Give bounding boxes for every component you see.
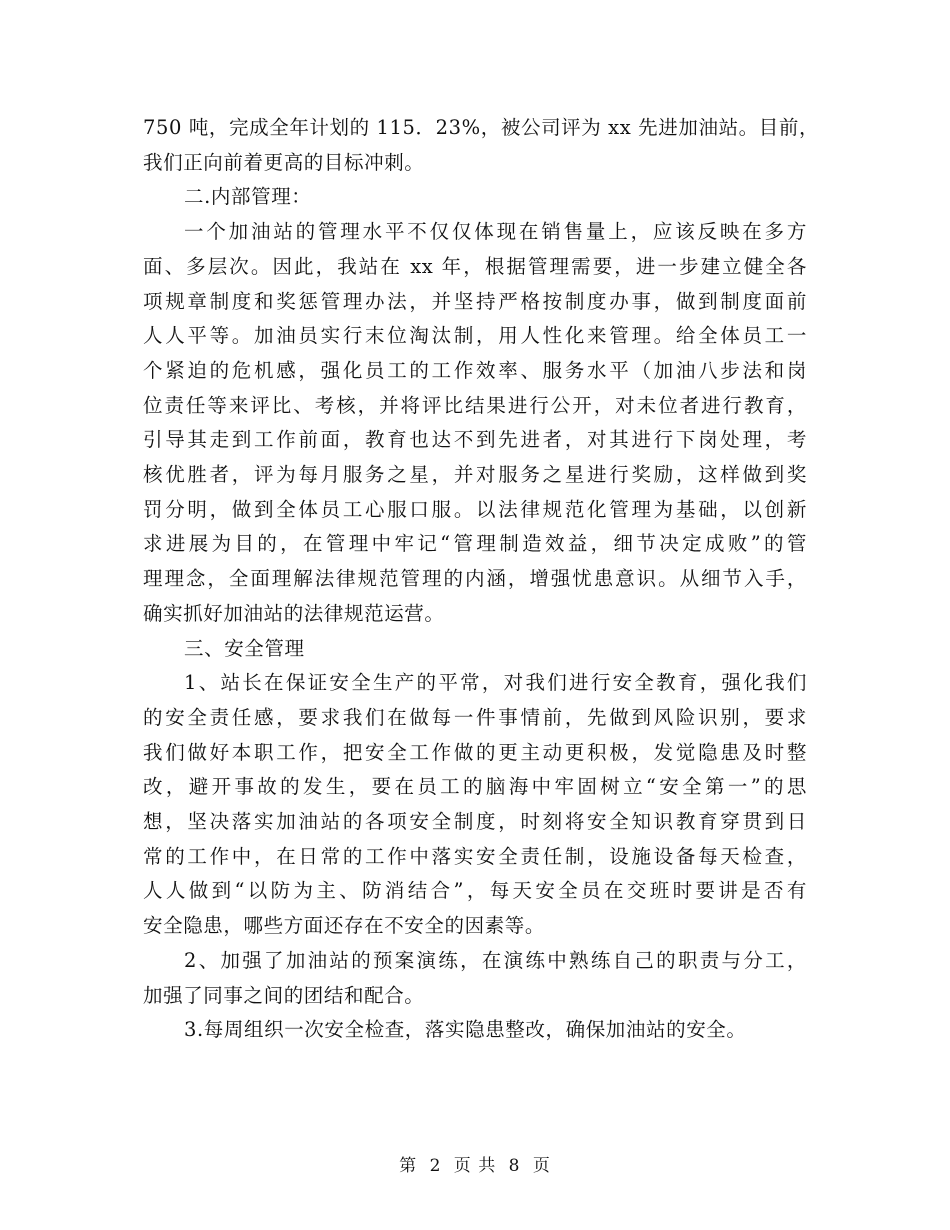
text-line: 2、加强了加油站的预案演练，在演练中熟练自己的职责与分工， — [184, 948, 807, 972]
text-line: 我们正向前着更高的目标冲刺。 — [143, 150, 425, 174]
text-line: 安全隐患，哪些方面还存在不安全的因素等。 — [143, 914, 546, 938]
text-line: 理理念，全面理解法律规范管理的内涵，增强忧患意识。从细节入手， — [143, 567, 807, 591]
text-line: 加强了同事之间的团结和配合。 — [143, 983, 425, 1007]
text-line: 求进展为目的，在管理中牢记“管理制造效益，细节决定成败”的管 — [143, 532, 807, 556]
text-line: 常的工作中，在日常的工作中落实安全责任制，设施设备每天检查， — [143, 844, 807, 868]
text-line: 罚分明，做到全体员工心服口服。以法律规范化管理为基础，以创新 — [143, 497, 807, 521]
body-text — [143, 111, 820, 1048]
text-line: 人人做到“以防为主、防消结合”，每天安全员在交班时要讲是否有 — [143, 879, 807, 903]
section-heading: 三、安全管理 — [184, 636, 305, 660]
text-line: 面、多层次。因此，我站在 xx 年，根据管理需要，进一步建立健全各 — [143, 254, 807, 278]
text-line: 项规章制度和奖惩管理办法，并坚持严格按制度办事，做到制度面前 — [143, 289, 807, 313]
section-heading: 二.内部管理： — [184, 185, 312, 209]
current-page-number: 2 — [429, 1156, 442, 1176]
text-line: 个紧迫的危机感，强化员工的工作效率、服务水平（加油八步法和岗 — [143, 358, 807, 382]
text-line: 引导其走到工作前面，教育也达不到先进者，对其进行下岗处理，考 — [143, 428, 807, 452]
text-line: 750 吨，完成全年计划的 115．23%，被公司评为 xx 先进加油站。目前， — [143, 116, 820, 139]
text-line: 的安全责任感，要求我们在做每一件事情前，先做到风险识别，要求 — [143, 705, 807, 729]
text-line: 一个加油站的管理水平不仅仅体现在销售量上，应该反映在多方 — [184, 220, 807, 244]
text-line: 确实抓好加油站的法律规范运营。 — [143, 601, 445, 625]
footer-middle: 页 共 — [453, 1156, 497, 1176]
footer-prefix: 第 — [399, 1156, 418, 1176]
text-line: 位责任等来评比、考核，并将评比结果进行公开，对未位者进行教育， — [143, 393, 807, 417]
page-number-footer — [0, 1151, 950, 1176]
text-line: 1、站长在保证安全生产的平常，对我们进行安全教育，强化我们 — [184, 671, 807, 695]
total-page-count: 8 — [508, 1156, 521, 1176]
text-line: 改，避开事故的发生，要在员工的脑海中牢固树立“安全第一”的思 — [143, 775, 807, 799]
text-line: 想，坚决落实加油站的各项安全制度，时刻将安全知识教育穿贯到日 — [143, 810, 807, 834]
footer-suffix: 页 — [532, 1156, 551, 1176]
text-line: 3.每周组织一次安全检查，落实隐患整改，确保加油站的安全。 — [184, 1018, 747, 1042]
text-line: 人人平等。加油员实行末位淘汰制，用人性化来管理。给全体员工一 — [143, 324, 807, 348]
text-line: 我们做好本职工作，把安全工作做的更主动更积极，发觉隐患及时整 — [143, 740, 807, 764]
text-line: 核优胜者，评为每月服务之星，并对服务之星进行奖励，这样做到奖 — [143, 463, 807, 487]
